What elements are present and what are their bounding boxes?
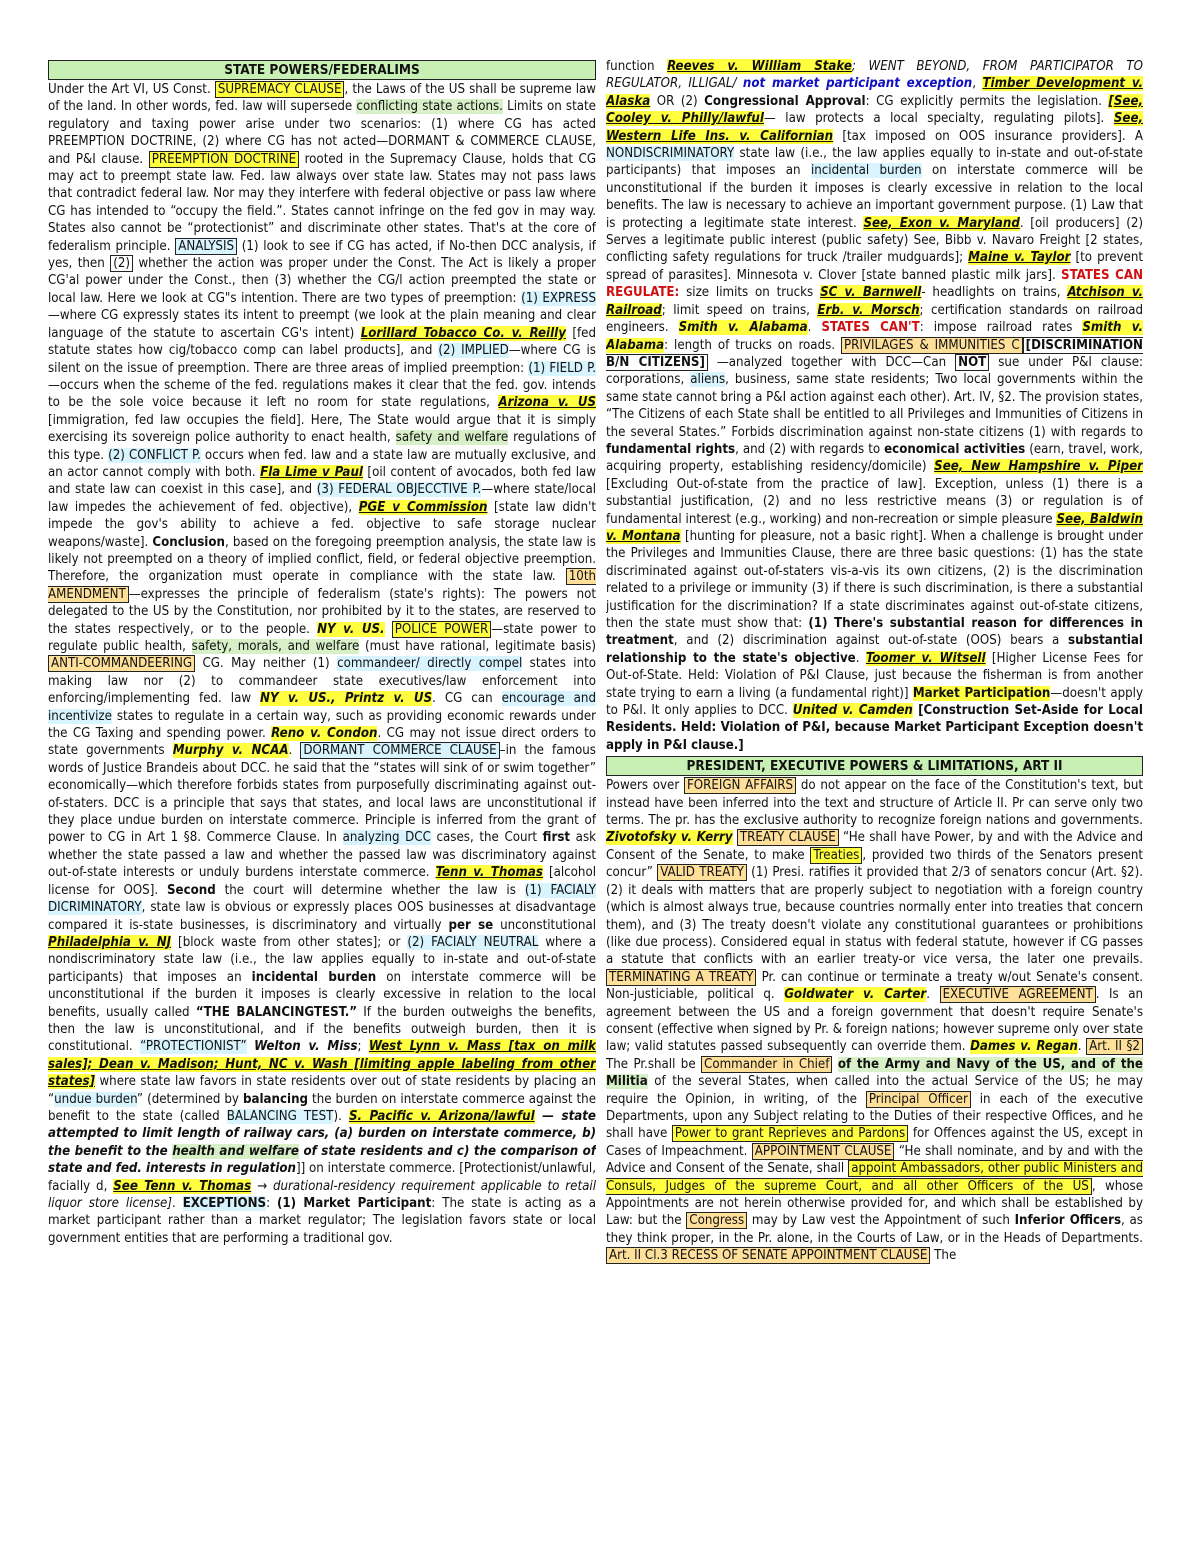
body-text: —doesn't apply to P&I. It only applies to DCC. bbox=[606, 685, 1143, 719]
case-citation: of state residents and c) the comparison of state and fed. interests in regulation bbox=[48, 1143, 596, 1177]
state-powers-body bbox=[48, 81, 596, 1247]
boxed-term: EXECUTIVE AGREEMENT bbox=[940, 986, 1096, 1003]
body-text: —state power to regulate public health, bbox=[48, 621, 596, 654]
body-text: . bbox=[926, 987, 940, 1003]
body-text: - headlights on trains, bbox=[921, 285, 1068, 301]
highlighted-text: STATES CAN REGULATE: bbox=[606, 267, 1143, 301]
case-citation: Reno v. Condon bbox=[271, 726, 378, 742]
highlighted-text: Second bbox=[167, 882, 216, 898]
boxed-term: VALID TREATY bbox=[657, 864, 747, 881]
body-text: , state law is obvious or expressly places OOS businesses at disadvantage compared it is-state businesses, is discriminatory and virtually bbox=[48, 900, 596, 933]
body-text: , based on the foregoing preemption analysis, the state law is likely not preempted on a theory of implied conflict, field, or federal objective preemption. Therefore, the organization must operate in compliance with the state law. bbox=[48, 534, 596, 585]
case-citation: See, Western Life Ins. v. Californian bbox=[606, 111, 1143, 144]
boxed-term: SUPREMACY CLAUSE bbox=[215, 81, 345, 98]
body-text: on interstate commerce will be unconstitutional if the burden it imposes is clearly excessive in relation to the local benefits, usually called bbox=[48, 969, 596, 1020]
body-text: [oil content of avocados, both fed law and state law can coexist in this case], and bbox=[48, 464, 596, 498]
highlighted-text: balancing bbox=[242, 1091, 309, 1107]
right-column bbox=[606, 58, 1143, 1498]
boxed-term: Art. II Cl.3 RECESS OF SENATE APPOINTMENT CLAUSE bbox=[606, 1247, 930, 1264]
boxed-term: 10th AMENDMENT bbox=[48, 569, 596, 602]
boxed-term: PREEMPTION DOCTRINE bbox=[149, 151, 299, 168]
boxed-term: FOREIGN AFFAIRS bbox=[684, 777, 796, 794]
boxed-term: TERMINATING A TREATY bbox=[606, 969, 756, 986]
case-citation: Smith v. Alabama bbox=[678, 320, 808, 336]
case-citation: See, Exon v. Maryland bbox=[863, 215, 1020, 231]
case-citation: Philadelphia v. NJ bbox=[48, 934, 172, 950]
case-citation: PGE v Commission bbox=[358, 499, 488, 515]
boxed-term: (2) bbox=[110, 255, 133, 272]
body-text bbox=[832, 1057, 837, 1072]
body-text: : The state is acting as a market participant rather than a market regulator; The legislation favors state or local government entities that are performing a traditional gov. bbox=[48, 1196, 596, 1246]
body-text: , bbox=[972, 76, 983, 92]
body-text: , provided two thirds of the Senators present concur” bbox=[606, 847, 1143, 881]
body-text: [block waste from other states]; or bbox=[171, 934, 408, 950]
body-text: where a nondiscriminatory state law (i.e., the law applies equally to in-state and out-of-state participants) that imposes an bbox=[48, 934, 596, 985]
body-text: states into making law nor (2) to commandeer state executives/law enforcement into enforcing/implementing fed. law bbox=[48, 656, 596, 707]
boxed-term: PRIVILAGES & IMMUNITIES C bbox=[841, 337, 1023, 354]
case-citation: See, Baldwin v. Montana bbox=[606, 511, 1143, 544]
highlighted-text: “PROTECTIONIST” bbox=[140, 1039, 247, 1055]
highlighted-text: undue burden bbox=[54, 1091, 137, 1107]
highlighted-text: EXCEPTIONS bbox=[182, 1196, 267, 1211]
case-citation: See Tenn v. Thomas bbox=[113, 1178, 252, 1194]
body-text: state law (i.e., the law applies equally to in-state and out-of-state participants) that imposes an bbox=[606, 146, 1143, 179]
body-text: . bbox=[171, 1196, 183, 1211]
case-citation: NY v. US., Printz v. US bbox=[260, 691, 433, 707]
body-text: [to prevent spread of parasites]. Minnesota v. Clover [state banned plastic milk jars]. bbox=[606, 250, 1143, 283]
case-citation: Atchison v. Railroad bbox=[606, 285, 1143, 318]
highlighted-text: “THE BALANCINGTEST.” bbox=[195, 1004, 358, 1020]
boxed-term: Congress bbox=[686, 1212, 747, 1229]
body-text: , as they think proper, in the Pr. alone, in the Courts of Law, or in the Heads of Departments. bbox=[606, 1213, 1143, 1246]
highlighted-text: economical activities bbox=[884, 441, 1026, 457]
body-text: [tax imposed on OOS insurance providers]. A bbox=[833, 128, 1143, 144]
body-text: cases, the Court bbox=[430, 830, 543, 846]
body-text: —where state/local law impedes the achievement of fed. objective), bbox=[48, 482, 596, 515]
body-text: Limits on state regulatory and taxing power arise under two scenarios: (1) where CG has acted PREEMPTION DOCTRINE, (2) where CG has not acted—DORMANT & COMMERCE CLAUSE, and P&I clause. bbox=[48, 99, 596, 167]
body-text: , and (2) with regards to bbox=[735, 441, 885, 457]
body-text: , and (2) discrimination against out-of-state (OOS) bears a bbox=[673, 633, 1068, 649]
boxed-term: Commander in Chief bbox=[701, 1056, 832, 1073]
body-text: —occurs when the scheme of the fed. regulations makes it clear that the fed. gov. intends to be the sole voice because it left no room for state regulations, bbox=[48, 377, 596, 411]
highlighted-text: safety, morals, and welfare bbox=[191, 639, 360, 654]
body-text: “He shall have Power, by and with the Advice and Consent of the Senate, to make bbox=[606, 830, 1143, 863]
highlighted-text: Inferior Officers bbox=[1014, 1213, 1122, 1229]
body-text: of the several States, when called into the actual Service of the US; he may require the Opinion, in writing, of the bbox=[606, 1074, 1143, 1107]
body-text: unconstitutional bbox=[493, 917, 596, 933]
body-text: Powers over bbox=[606, 778, 684, 794]
highlighted-text: Conclusion bbox=[152, 534, 225, 550]
body-text: The Pr.shall be bbox=[606, 1056, 702, 1072]
body-text: ; limit speed on trains, bbox=[661, 302, 818, 318]
body-text: , whose Appointments are not herein otherwise provided for, and which shall be established by Law: but the bbox=[606, 1178, 1143, 1229]
case-citation: — state attempted to limit length of railway cars, (a) burden on interstate commerce, b) the benefit to the bbox=[48, 1108, 596, 1159]
body-text: states to regulate in a certain way, such as providing economic rewards under the CG Taxing and spending power. bbox=[48, 708, 596, 742]
body-text: : length of trucks on roads. bbox=[664, 337, 841, 353]
case-citation: Murphy v. NCAA bbox=[172, 743, 289, 759]
body-text: may by Law vest the Appointment of such bbox=[747, 1213, 1015, 1229]
body-text: : CG explicitly permits the legislation. bbox=[865, 93, 1109, 109]
body-text: . CG may not issue direct orders to state governments bbox=[48, 726, 596, 759]
highlighted-text: commandeer/ directly compel bbox=[337, 656, 523, 672]
body-text: Under the Art VI, US Const. bbox=[48, 82, 215, 97]
highlighted-text: safety and welfare bbox=[395, 430, 509, 446]
body-text: [immigration, fed law occupies the field]. Here, The State would argue that it is simply exercising its sovereign police authority to enact health, bbox=[48, 412, 596, 446]
body-text: —expresses the principle of federalism (state's rights): The powers not delegated to the US by the Constitution, nor prohibited by it to the states, are reserved to the states respectively, or to the people. bbox=[48, 586, 596, 637]
case-citation: ; WENT BEYOND, FROM PARTICIPATOR TO REGULATOR, ILLIGAL/ bbox=[606, 59, 1143, 92]
body-text: The bbox=[930, 1248, 957, 1264]
case-citation: [See, Cooley v. Philly/lawful bbox=[606, 93, 1143, 127]
highlighted-text: (2) FACIALY NEUTRAL bbox=[407, 934, 539, 950]
highlighted-text: not market participant exception bbox=[742, 76, 973, 92]
boxed-term: Treaties bbox=[810, 847, 862, 864]
body-text: If the burden outweighs the benefits, then the law is unconstitutional, and if the benefits outweigh burden, then it is constitutional. bbox=[48, 1004, 596, 1055]
body-text: function bbox=[606, 59, 668, 74]
body-text: size limits on trucks bbox=[679, 285, 821, 301]
case-citation: SC v. Barnwell bbox=[820, 285, 922, 301]
case-citation: Smith v. Alabama bbox=[606, 320, 1143, 353]
body-text: — law protects a local specialty, regulating pilots]. bbox=[763, 111, 1114, 127]
body-text: for Offences against the US, except in Cases of Impeachment. bbox=[606, 1126, 1143, 1159]
boxed-term: APPOINTMENT CLAUSE bbox=[752, 1143, 895, 1160]
highlighted-text: conflicting state actions. bbox=[356, 99, 503, 115]
body-text: : impose railroad rates bbox=[919, 320, 1083, 336]
highlighted-text: (1) There's substantial reason for differences in treatment bbox=[606, 616, 1143, 649]
body-text: [hunting for pleasure, not a basic right]. When a challenge is brought under the Privileges and Immunities Clause, there are three basic questions: (1) has the state discriminated against out-of-staters vis-a-vis its own citizens, (2) is the discrimination related to a privilege or immunity (3) if there is such discrimination, is there a substantial justification for the discrimination? If a state discriminates against out-of-state citizens, then the state must show that: bbox=[606, 528, 1143, 631]
body-text: in each of the executive Departments, upon any Subject relating to the Duties of their respective Offices, and he shall have bbox=[606, 1091, 1143, 1142]
body-text: Pr. can continue or terminate a treaty w/out Senate's consent. Non-justiciable, political q. bbox=[606, 969, 1143, 1003]
body-text: where state law favors in state residents over out of state residents by placing an “ bbox=[48, 1074, 596, 1107]
highlighted-text: (1) Market Participant bbox=[277, 1196, 432, 1211]
body-text: ; certification standards on railroad engineers. bbox=[606, 302, 1143, 336]
boxed-term: ANALYSIS bbox=[175, 238, 237, 255]
body-text: the burden on interstate commerce against the benefit to the state (called bbox=[48, 1091, 596, 1124]
body-text: ). bbox=[333, 1108, 349, 1124]
body-text bbox=[385, 622, 392, 637]
case-citation: Timber Development v. Alaska bbox=[606, 76, 1143, 109]
case-citation: Goldwater v. Carter bbox=[784, 987, 927, 1003]
body-text: —analyzed together with DCC—Can bbox=[707, 354, 956, 370]
case-citation: Arizona v. US bbox=[498, 395, 596, 411]
boxed-term: Power to grant Reprieves and Pardons bbox=[672, 1125, 908, 1142]
highlighted-text: (1) FACIALY DICRIMINATORY bbox=[48, 882, 596, 916]
boxed-term: [DISCRIMINATION B/N CITIZENS] bbox=[606, 337, 1143, 370]
body-text: whether the action was proper under the Const. The Act is likely a proper CG'al power under the Const., then (3) whether the CG/l action preempted the state or local law. Here we look at CG"s intention. There are two types of preemption: bbox=[48, 256, 596, 306]
highlighted-text: (1) FIELD P. bbox=[528, 360, 596, 376]
left-column bbox=[48, 58, 596, 1498]
body-text: . [oil producers] (2) Serves a legitimate public interest (public safety) See, Bibb v. Navaro Freight [2 states, conflicting safety regulations for truck /trailer mudguards]; bbox=[606, 215, 1143, 266]
highlighted-text: incidental burden bbox=[810, 163, 922, 179]
highlighted-text: aliens bbox=[690, 372, 726, 388]
boxed-term: Art. II §2 bbox=[1086, 1038, 1143, 1055]
case-citation: Toomer v. Witsell bbox=[865, 650, 986, 666]
highlighted-text: (1) EXPRESS bbox=[521, 290, 596, 306]
highlighted-text: per se bbox=[448, 917, 494, 933]
body-text: ; bbox=[357, 1039, 369, 1055]
boxed-term: DORMANT COMMERCE CLAUSE bbox=[300, 742, 499, 759]
highlighted-text: [Construction Set-Aside for Local Residents. Held: Violation of P&I, because Market Participant Exception doesn't apply in P&I clause.] bbox=[606, 703, 1143, 753]
case-citation: → durational-residency requirement applicable to retail liquor store license] bbox=[48, 1178, 596, 1211]
section-header-president-powers: PRESIDENT, EXECUTIVE POWERS & LIMITATIONS, ART II bbox=[606, 756, 1143, 776]
body-text: , business, same state residents; Two local governments within the same state cannot bring a P&I action against each other). Art. IV, §2. The provision states, “The Citizens of each State shall be entitled to all Privileges and Immunities of Citizens in the several States.” Forbids discrimination against non-state citizens (1) with regards to bbox=[606, 372, 1143, 440]
body-text: (1) Presi. ratifies it provided that 2/3 of senators concur (Art. §2). (2) it deals with matters that are properly subject to negotiation with a foreign country (which is almost always true, because countries normally enter into treaties that concern them), and (3) The treaty doesn't violate any constitutional guarantees or prohibitions (like due process). Considered equal in status with federal statute, however if CG passes a statute that conflicts with an earlier treaty-or vice versa, the later one prevails. bbox=[606, 865, 1143, 968]
body-text: ]] on interstate commerce. [Protectionist/unlawful, facially d, bbox=[48, 1161, 596, 1194]
dcc-pi-body bbox=[606, 58, 1143, 754]
body-text: (must have rational, legitimate basis) bbox=[359, 639, 596, 654]
boxed-term: POLICE POWER bbox=[392, 621, 492, 638]
case-citation: Maine v. Taylor bbox=[968, 250, 1071, 266]
highlighted-text: of the Army and Navy of the US, and of the Militia bbox=[606, 1056, 1143, 1090]
highlighted-text: (2) IMPLIED bbox=[438, 343, 509, 359]
highlighted-text: analyzing DCC bbox=[342, 830, 431, 846]
body-text: on interstate commerce will be unconstitutional if the burden it imposes is clearly excessive in relation to the local benefits. The law is necessary to achieve an important government purpose. (1) Law that is protecting a legitimate state interest. bbox=[606, 163, 1143, 231]
body-text: ask whether the state passed a law and whether the passed law was discriminatory against out-of-state interests or unduly burdens interstate commerce. bbox=[48, 830, 596, 881]
body-text: : bbox=[266, 1196, 277, 1211]
body-text: sue under P&I clause: corporations, bbox=[606, 354, 1143, 388]
body-text: (earn, travel, work, acquiring property, establishing residency/domicile) bbox=[606, 441, 1143, 475]
body-text: do not appear on the face of the Constitution's text, but instead have been inferred into the text and structure of Article II. Pr can serve only two terms. The pr. has the exclusive authority to recognize foreign nations and governments. bbox=[606, 778, 1143, 829]
body-text: regulations of this type. bbox=[48, 430, 596, 463]
highlighted-text: Congressional Approval bbox=[704, 93, 866, 109]
body-text: . bbox=[1077, 1039, 1087, 1055]
body-text: OR (2) bbox=[650, 93, 705, 109]
case-citation: Erb. v. Morsch bbox=[817, 302, 920, 318]
body-text: (1) look to see if CG has acted, if No-then DCC analysis, if yes, then bbox=[48, 238, 596, 272]
body-text: . CG can bbox=[432, 691, 502, 707]
boxed-term: NOT bbox=[955, 354, 989, 371]
boxed-term: appoint Ambassadors, other public Ministers and Consuls, Judges of the supreme Court, and all other Officers of the US bbox=[606, 1161, 1143, 1194]
body-text: occurs when fed. law and a state law are mutually exclusive, and an actor cannot comply with both. bbox=[48, 447, 596, 480]
body-text: CG. May neither (1) bbox=[195, 656, 338, 672]
case-citation: Welton v. Miss bbox=[254, 1039, 358, 1055]
boxed-term: Principal Officer bbox=[866, 1091, 971, 1108]
highlighted-text: (2) CONFLICT P. bbox=[108, 447, 201, 463]
section-header-state-powers: STATE POWERS/FEDERALIMS bbox=[48, 60, 596, 80]
case-citation: Zivotofsky v. Kerry bbox=[606, 830, 733, 846]
body-text: , the Laws of the US shall be supreme law of the land. In other words, fed. law will supersede bbox=[48, 82, 596, 115]
case-citation: Fla Lime v Paul bbox=[260, 464, 363, 480]
highlighted-text: NONDISCRIMINATORY bbox=[606, 146, 735, 162]
boxed-term: ANTI-COMMANDEERING bbox=[48, 655, 195, 672]
case-citation: West Lynn v. Mass [tax on milk sales]; Dean v. Madison; Hunt, NC v. Wash [limiting apple labeling from other states] bbox=[48, 1039, 596, 1090]
body-text bbox=[247, 1039, 254, 1054]
highlighted-text: Market Participation bbox=[912, 685, 1051, 701]
case-citation: S. Pacific v. Arizona/lawful bbox=[348, 1108, 535, 1124]
body-text: —where CG expressly states its intent to preempt (we look at the plain meaning and clear language of the statute to ascertain CG's intent) bbox=[48, 308, 596, 341]
body-text: the court will determine whether the law is bbox=[215, 882, 525, 898]
highlighted-text: substantial relationship to the state's objective bbox=[606, 633, 1143, 666]
highlighted-text: encourage and incentivize bbox=[48, 691, 596, 724]
body-text: “He shall nominate, and by and with the Advice and Consent of the Senate, shall bbox=[606, 1143, 1143, 1177]
body-text: [fed statute states how cig/tobacco comp can label products], and bbox=[48, 325, 596, 359]
case-citation: Tenn v. Thomas bbox=[435, 865, 543, 881]
body-text: ” (determined by bbox=[136, 1091, 243, 1107]
case-citation: Reeves v. William Stake bbox=[667, 59, 852, 74]
body-text: . bbox=[288, 743, 301, 759]
body-text: –in the famous words of Justice Brandeis about DCC. he said that the “states will sink of or swim together” economically—which therefore forbids states from purposefully discriminating against out-of-staters. DCC is a principle that says that states, and local laws are unconstitutional if they place undue burden on interstate commerce. Principle is inferred from the grant of power to CG in Art 1 §8. Commerce Clause. In bbox=[48, 743, 596, 846]
case-citation: Dames v. Regan bbox=[970, 1039, 1078, 1055]
body-text: rooted in the Supremacy Clause, holds that CG may act to preempt state law. Fed. law always over state law. States may not pass laws that contradict federal law. Nor may they interfere with federal objective or pass law where CG has intended to “occupy the field.”. States cannot infringe on the fed gov in may way. States also cannot be “protectionist” and discriminate other states. That's at the core of federalism principle. bbox=[48, 151, 596, 254]
case-citation: NY v. US. bbox=[317, 621, 385, 637]
highlighted-text: fundamental rights bbox=[606, 441, 736, 457]
body-text: —where CG is silent on the issue of preemption. There are three areas of implied preemption: bbox=[48, 343, 596, 376]
case-citation: Lorillard Tobacco Co. v. Reilly bbox=[360, 325, 566, 341]
executive-powers-body bbox=[606, 777, 1143, 1264]
highlighted-text: STATES CAN'T bbox=[821, 320, 920, 336]
case-citation: See, New Hampshire v. Piper bbox=[934, 459, 1143, 475]
case-citation: United v. Camden bbox=[792, 703, 913, 719]
body-text: [Higher License Fees for Out-of-State. Held: Violation of P&I Clause, just because the fisherman is from another state trying to earn a living (a fundamental right)] bbox=[606, 650, 1143, 701]
body-text: . bbox=[807, 320, 822, 336]
highlighted-text: BALANCING TEST bbox=[226, 1108, 334, 1124]
body-text: [alcohol license for OOS]. bbox=[48, 865, 596, 898]
case-citation: health and welfare bbox=[172, 1143, 299, 1159]
body-text: [Excluding Out-of-state from the practice of law]. Exception, unless (1) there is a substantial justification, (2) and no less restrictive means (3) or regulation is of fundamental interest (e.g., working) and non-recreation or simple pleasure bbox=[606, 476, 1143, 527]
highlighted-text: (3) FEDERAL OBJECCTIVE P. bbox=[316, 482, 482, 498]
body-text: . bbox=[855, 650, 866, 666]
highlighted-text: first bbox=[542, 830, 571, 846]
body-text: [state law didn't impede the gov's ability to achieve a fed. objective to safe storage nuclear weapons/waste]. bbox=[48, 499, 596, 550]
highlighted-text: incidental burden bbox=[251, 969, 377, 985]
body-text: . Is an agreement between the US and a foreign government that doesn't require Senate's consent (effective when signed by Pr. & foreign nations; however supreme only over state law; valid statutes passed subsequently can override them. bbox=[606, 987, 1143, 1055]
boxed-term: TREATY CLAUSE bbox=[737, 829, 839, 846]
